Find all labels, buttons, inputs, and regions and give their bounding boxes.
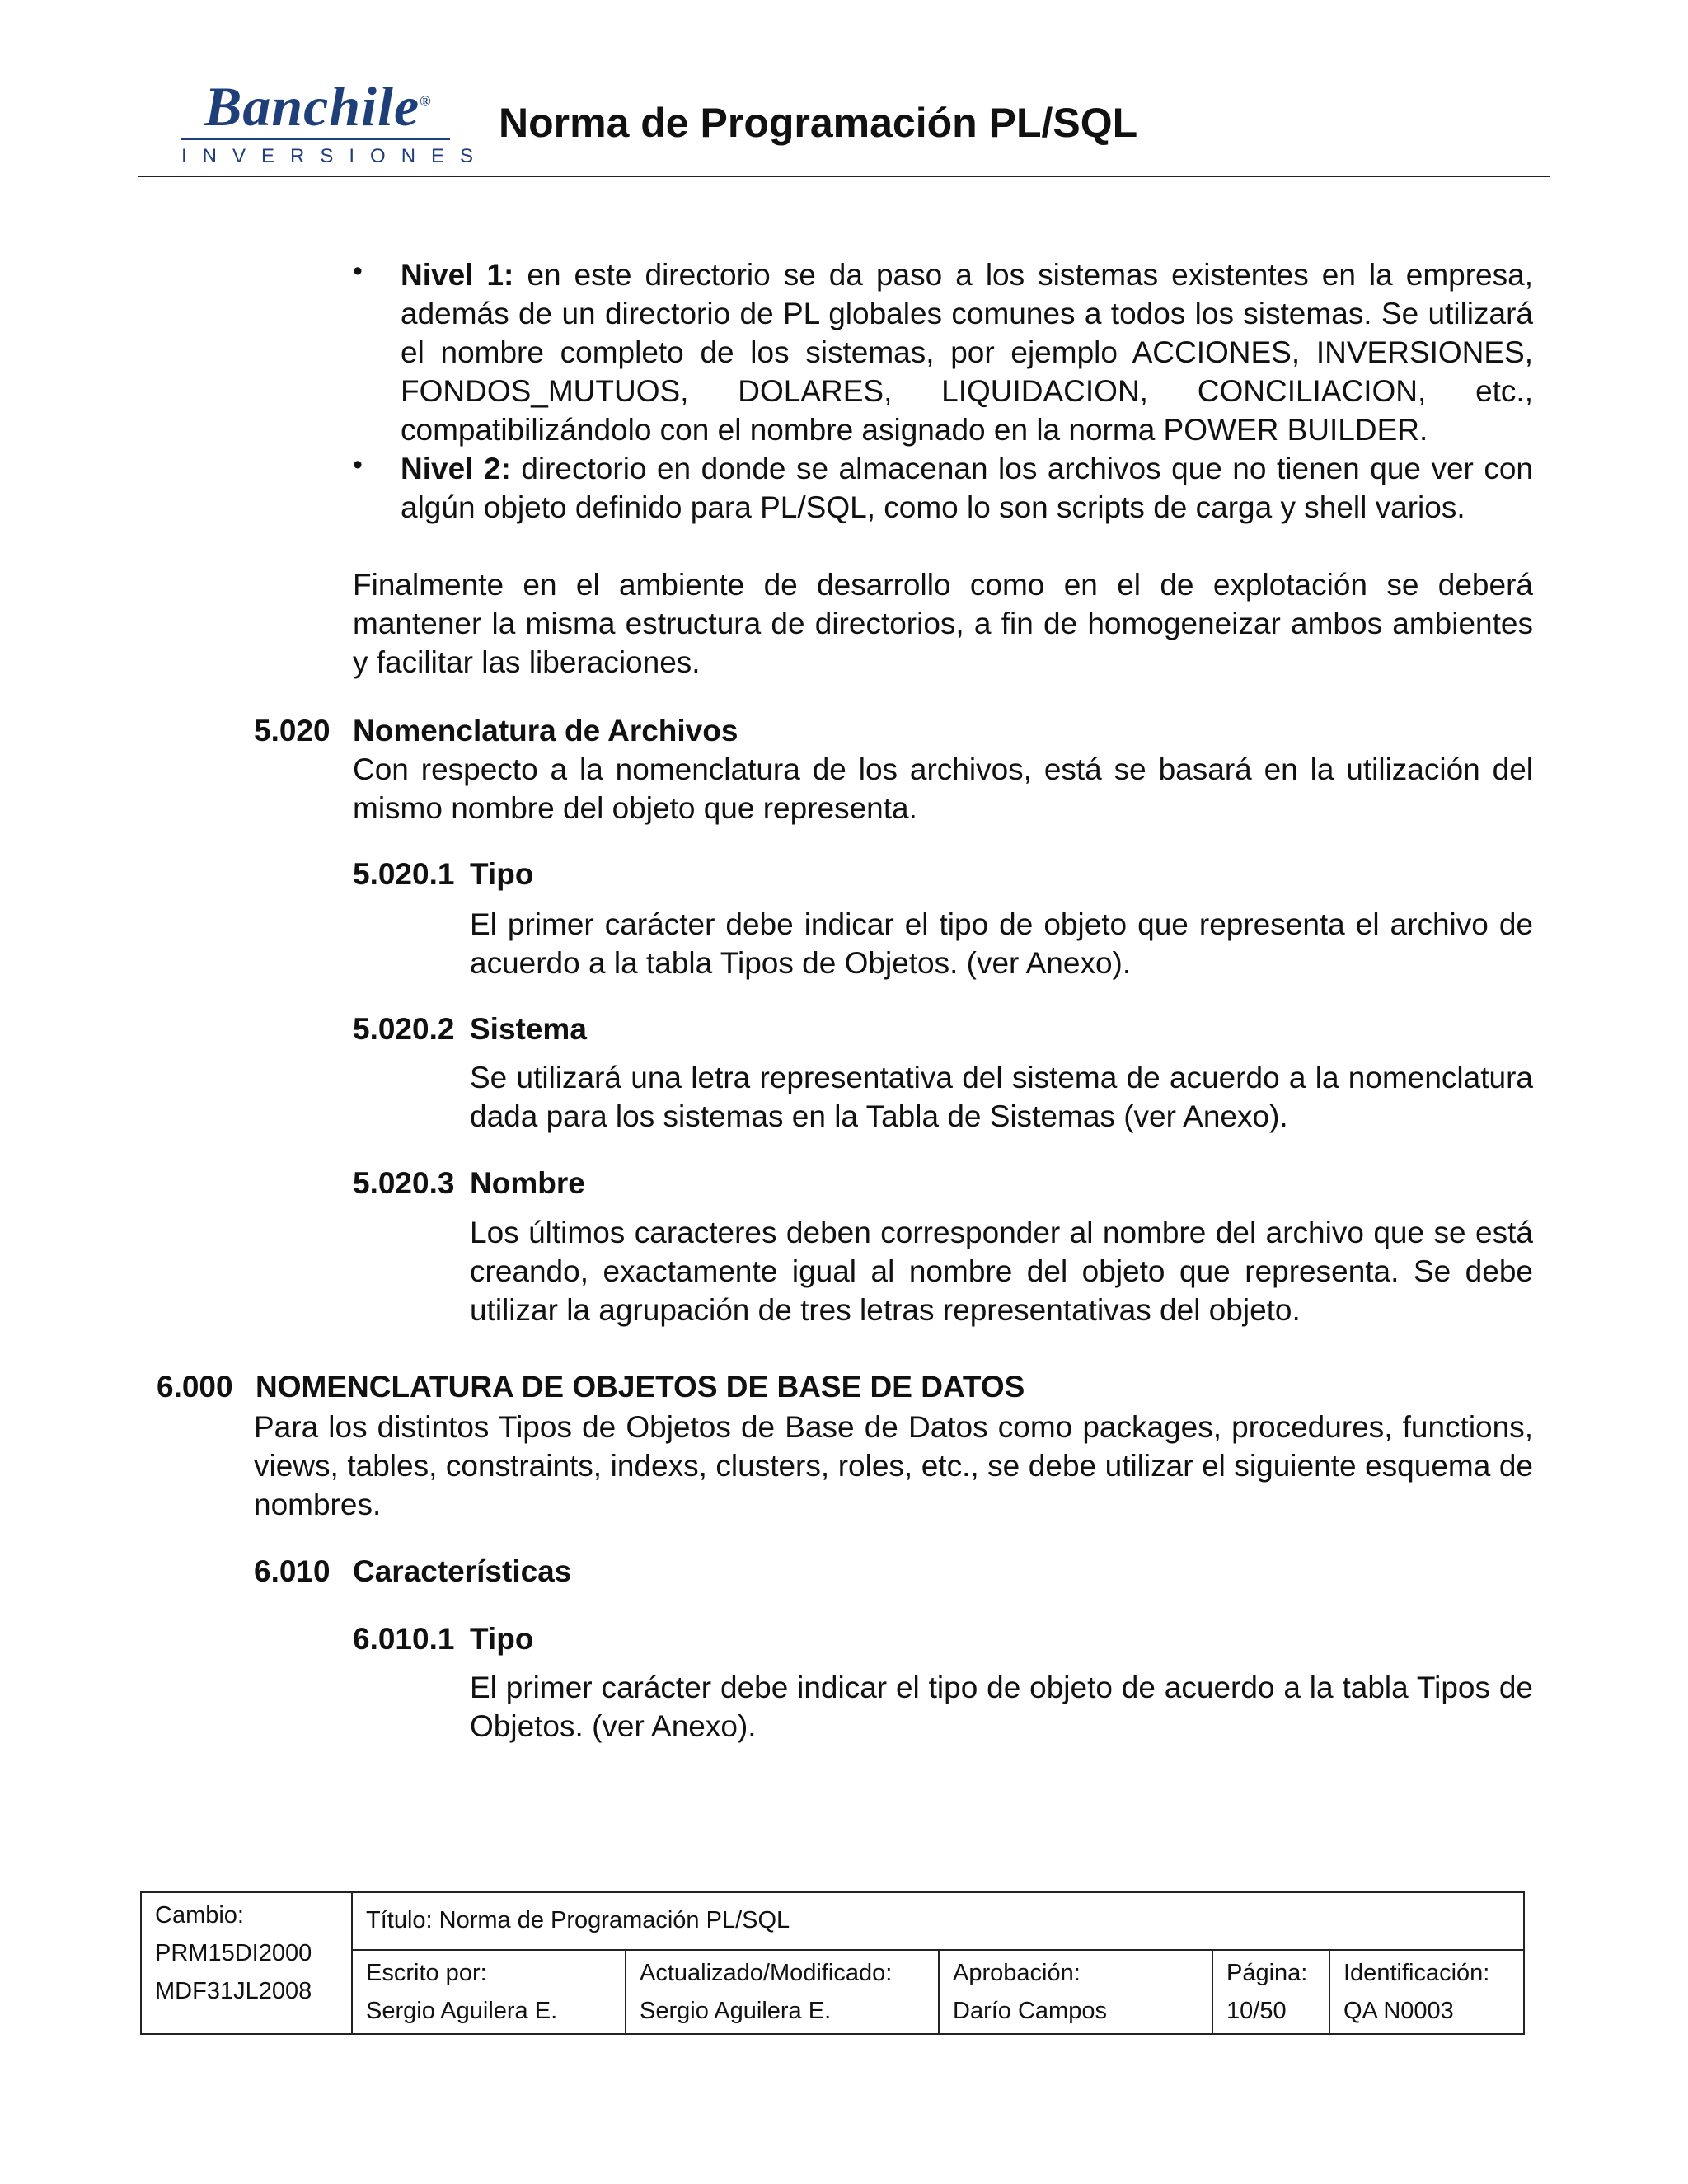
section-6010-1-title: Tipo [470, 1622, 534, 1656]
footer-escrito-value: Sergio Aguilera E. [366, 1998, 558, 2024]
bullet-label: Nivel 1: [401, 258, 514, 292]
section-6010-number: 6.010 [254, 1554, 331, 1588]
footer-titulo-cell [352, 1892, 1524, 1950]
footer-cambio-1: PRM15DI2000 [155, 1940, 312, 1966]
section-5020-text: Con respecto a la nomenclatura de los archivos, está se basará en la utilización del mismo nombre del objeto que representa. [353, 752, 1533, 825]
bullet-text: directorio en donde se almacenan los archivos que no tienen que ver con algún objeto definido para PL/SQL, como lo son scripts de carga y shell varios. [401, 452, 1533, 524]
footer-cambio-2: MDF31JL2008 [155, 1978, 312, 2004]
section-6000-title: NOMENCLATURA DE OBJETOS DE BASE DE DATOS [256, 1370, 1025, 1404]
header-divider [138, 176, 1550, 177]
section-5020-1-number: 5.020.1 [353, 857, 455, 891]
section-5020-1-title: Tipo [470, 857, 534, 891]
footer-actualizado-value: Sergio Aguilera E. [640, 1998, 832, 2024]
section-6010-1-number: 6.010.1 [353, 1622, 455, 1656]
footer-pagina-cell [1212, 1950, 1329, 2034]
section-6000-text: Para los distintos Tipos de Objetos de Base de Datos como packages, procedures, functions, views, tables, constraints, indexs, clusters, roles, etc., se debe utilizar el siguiente esquema de nombres. [254, 1410, 1533, 1521]
bullet-icon: • [353, 255, 363, 287]
section-6000-number: 6.000 [157, 1370, 233, 1404]
footer-ident-label: Identificación: [1343, 1960, 1490, 1986]
section-5020-3-text: Los últimos caracteres deben corresponder al nombre del archivo que se está creando, exactamente igual al nombre del objeto que representa. Se debe utilizar la agrupación de tres letras representativas del objeto. [470, 1216, 1533, 1327]
footer-titulo: Título: Norma de Programación PL/SQL [366, 1907, 790, 1933]
bullet-icon: • [353, 449, 363, 480]
footer-aprobacion-label: Aprobación: [953, 1960, 1081, 1986]
logo-divider [181, 138, 450, 140]
section-5020-2-text: Se utilizará una letra representativa del sistema de acuerdo a la nomenclatura dada para los sistemas en la Tabla de Sistemas (ver Anexo). [470, 1061, 1533, 1133]
bullet-label: Nivel 2: [401, 452, 511, 485]
footer-cambio-cell [141, 1892, 352, 2034]
section-5020-2-title: Sistema [470, 1012, 587, 1046]
logo-wordmark: Banchile [204, 75, 420, 138]
page-header [138, 74, 1550, 177]
footer-ident-value: QA N0003 [1343, 1998, 1454, 2024]
section-6010-title: Características [353, 1554, 572, 1588]
banchile-logo [160, 74, 490, 173]
footer-escrito-cell [352, 1950, 626, 2034]
section-5020-3-number: 5.020.3 [353, 1166, 455, 1200]
footer-cambio-label: Cambio: [155, 1902, 244, 1929]
footer-ident-cell [1329, 1950, 1524, 2034]
section-5020-number: 5.020 [254, 714, 331, 748]
footer-table [140, 1891, 1525, 2035]
footer-actualizado-label: Actualizado/Modificado: [640, 1960, 893, 1986]
footer-pagina-label: Página: [1226, 1960, 1308, 1986]
footer-aprobacion-value: Darío Campos [953, 1998, 1107, 2024]
bullet-text: en este directorio se da paso a los sistemas existentes en la empresa, además de un directorio de PL globales comunes a todos los sistemas. Se utilizará el nombre completo de los sistemas, por ejemplo ACCIONES, INVERSIONES, FONDOS_MUTUOS, DOLARES, LIQUIDACION, CONCILIACION, etc., compatibilizándolo con el nombre asignado en la norma POWER BUILDER. [401, 258, 1533, 447]
logo-registered-mark: ® [420, 92, 432, 110]
footer-aprobacion-cell [939, 1950, 1212, 2034]
section-5020-1-text: El primer carácter debe indicar el tipo de objeto que representa el archivo de acuerdo a la tabla Tipos de Objetos. (ver Anexo). [470, 907, 1533, 980]
logo-subtitle: INVERSIONES [181, 145, 490, 167]
footer-escrito-label: Escrito por: [366, 1960, 487, 1986]
footer-pagina-value: 10/50 [1226, 1998, 1287, 2024]
section-5020-3-title: Nombre [470, 1166, 585, 1200]
section-6010-1-text: El primer carácter debe indicar el tipo de objeto de acuerdo a la tabla Tipos de Objetos. (ver Anexo). [470, 1671, 1533, 1743]
closing-paragraph: Finalmente en el ambiente de desarrollo como en el de explotación se deberá mantener la misma estructura de directorios, a fin de homogeneizar ambos ambientes y facilitar las liberaciones. [353, 568, 1533, 679]
document-title: Norma de Programación PL/SQL [499, 100, 1138, 146]
section-5020-2-number: 5.020.2 [353, 1012, 455, 1046]
footer-actualizado-cell [626, 1950, 939, 2034]
section-5020-title: Nomenclatura de Archivos [353, 714, 738, 748]
